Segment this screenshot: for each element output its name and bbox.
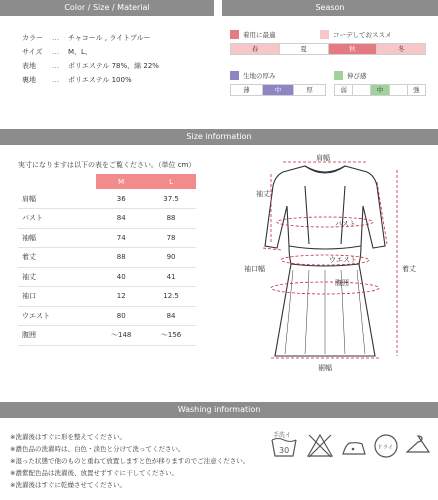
table-row: 袖口 12 12.5 (18, 287, 196, 307)
legend-thickness: 生地の厚み (230, 71, 276, 80)
season-winter: 冬 (377, 44, 425, 54)
label-shoulder: 肩幅 (316, 154, 330, 162)
size-table-header (18, 174, 196, 189)
table-row: 肩幅 36 37.5 (18, 189, 196, 209)
material-row-lining: 裏地 … ポリエステル 100% (22, 76, 132, 84)
hand-wash-temp: 30 (279, 446, 290, 455)
material-row-color: カラー … チャコール , ライトブルー (22, 34, 151, 42)
legend-stretch: 伸び感 (334, 71, 367, 80)
washing-header: Washing information (0, 402, 438, 418)
size-info-header: Size information (0, 129, 438, 145)
washing-note: ※濃色品の洗濯時は、白色・淡色と分けて洗ってください。 (10, 445, 185, 453)
table-row: 腹囲 ～148 ～156 (18, 326, 196, 346)
table-row: バスト 84 88 (18, 209, 196, 229)
table-row: 袖幅 74 78 (18, 228, 196, 248)
label-bust: バスト (335, 220, 356, 228)
material-row-size: サイズ … M、L、 (22, 48, 92, 56)
washing-note: ※濃紫配色品は洗濯後、放置せずすぐに干してください。 (10, 469, 178, 477)
no-bleach-icon (306, 432, 334, 460)
hang-dry-icon (404, 432, 432, 460)
season-summer: 夏 (280, 44, 329, 54)
washing-note: ※湿った状態で他のものと重ねて放置しますと色が移りますのでご注意ください。 (10, 457, 250, 465)
season-bar (230, 43, 426, 55)
label-cuff: 袖口幅 (244, 265, 265, 273)
label-hip: 腹囲 (335, 279, 349, 287)
table-row: 着丈 88 90 (18, 248, 196, 268)
legend-recommend: コーデしておススメ (320, 30, 392, 39)
thickness-bar: 薄 中 厚 (230, 84, 326, 96)
col-m: M (96, 174, 146, 189)
label-sleeve-length: 袖丈 (256, 190, 270, 198)
label-length: 着丈 (402, 265, 416, 273)
legend-best: 着用に最適 (230, 30, 276, 39)
table-row: 袖丈 40 41 (18, 267, 196, 287)
hand-wash-label: 手洗イ (273, 432, 292, 439)
size-table (18, 174, 196, 346)
season-autumn: 秋 (329, 44, 378, 54)
washing-note: ※洗濯後はすぐに形を整えてください。 (10, 433, 126, 441)
stretch-bar: 弱 中 強 (334, 84, 426, 96)
col-l: L (146, 174, 196, 189)
size-note: 実寸になりますは以下の表をご覧ください。（単位 cm） (18, 161, 196, 169)
table-row: ウエスト 80 84 (18, 306, 196, 326)
season-header: Season (222, 0, 438, 16)
dry-clean-label: ドライ (377, 445, 394, 451)
material-header: Color / Size / Material (0, 0, 214, 16)
iron-icon (340, 434, 368, 462)
season-spring: 春 (231, 44, 280, 54)
material-row-outer: 表地 … ポリエステル 78%、綿 22% (22, 62, 159, 70)
washing-note: ※洗濯後はすぐに乾燥させてください。 (10, 481, 126, 489)
label-waist: ウエスト (329, 256, 357, 264)
label-hem: 裾幅 (318, 364, 332, 372)
